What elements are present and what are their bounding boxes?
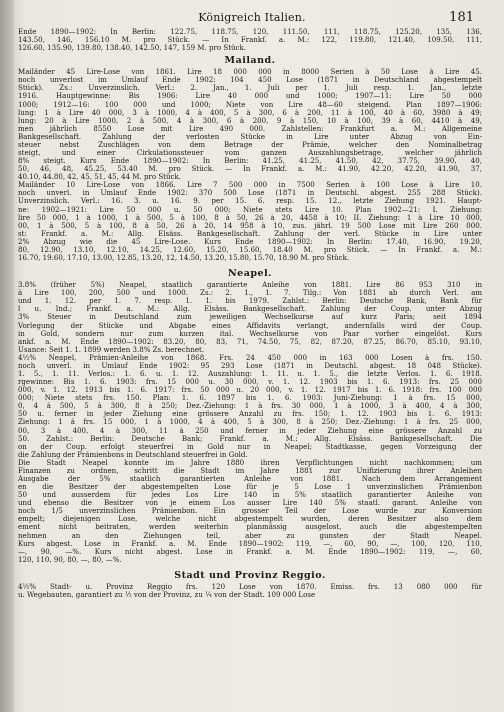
section-title-milano: Mailand. xyxy=(224,55,276,67)
text-line: steuer nebst Zuschlägen von dem Betrage der Prämie, welcher den Nominalbetrag xyxy=(18,140,482,149)
text-line: Bankgesellschaft. Zahlung der verlosten Stücke in Lire unter Abzug von Ein- xyxy=(18,132,482,141)
text-line: —, 90, —%. Kurs nicht abgest. Lose in Frankf. a. M. Ende 1890—1902: 119, —, 60, xyxy=(18,547,482,556)
text-line: Vorlegung der Stücke und Abgabe eines Affidavits verlangt, andernfalls wird der Coup. xyxy=(18,321,482,330)
text-line: Finanzen zu ordnen, schritt die Stadt im Jahre 1881 zur Unifizierung ihrer Anleihen xyxy=(18,466,482,475)
book-spine xyxy=(0,0,14,712)
text-line: 40.10, 44.80, 42, 45, 51, 45, 44 M. pro Stück. xyxy=(18,173,182,182)
text-line: 50, 46, 48, 45.25, 53.40 M. pro Stück. — In Frankf. a. M.: 41.90, 42.20, 42.20, 41.90, 37, xyxy=(18,165,482,174)
text-line: und ebenso die Besitzer von je einem Los ausser Lire 140 5% staatl. garant. Anleihe von xyxy=(18,499,482,508)
page-number: 181 xyxy=(449,10,474,25)
text-line: à Lire 100, 200, 500 und 1000. Zs.: 2. 1., 1. 7. Tilg.: Von 1881 ab durch Verl. am xyxy=(18,289,482,298)
text-line: Unverzinslich. Verl.: 16. 3. u. 16. 9. per 15. 6. resp. 15. 12., letzte Ziehung 1921. Haupt- xyxy=(18,197,482,206)
text-line: empelt; diejenigen Lose, welche nicht abgestempelt wurden, deren Besitzer also dem xyxy=(18,515,482,524)
section-body-napoli xyxy=(18,281,482,564)
text-line: 4½% Neapel, Prämien-Anleihe von 1868. Frs. 24 450 000 in 163 000 Losen à frs. 150. xyxy=(18,353,482,362)
text-line: st: Frankf. a. M.: Allg. Elsäss. Bankgesellschaft. Zahlung der verl. Stücke in Lire unter xyxy=(18,229,482,238)
page-header xyxy=(30,11,474,27)
text-line: 143.50, 146, 156.10 M. pro Stück. — In Frankf. a. M.: 122, 119.80, 121.40, 109.50, 111, xyxy=(18,36,482,45)
text-line: 50 u. ferner in jeder Ziehung eine grössere Anzahl zu frs. 150; 1. 12. 1903 bis 1. 6. 1913: xyxy=(18,410,482,419)
text-line: 00, 3 à 400, 4 à 300, 11 à 250 und ferner in jeder Ziehung eine grössere Anzahl zu xyxy=(18,426,482,435)
text-line: men jährlich 8550 Lose mit Lire 490 000. Zahlstellen: Frankfurt a. M.: Allgemeine xyxy=(18,124,482,133)
top-block xyxy=(18,28,482,52)
text-line: ement nicht beitraten, werden weiterhin planmässig ausgelost, auch die abgestempelten xyxy=(18,523,482,532)
text-line: en die Besitzer der abgestempelten Lose für je 5 Lose 1 unverzinslichen Prämienbon xyxy=(18,483,482,492)
text-line: 8% steigt. Kurs Ende 1890—1902: In Berlin: 41.25, 41.25, 41.50, 42, 37.75, 39.90, 40, xyxy=(18,157,482,166)
text-line: 0, 4 à 500, 5 à 300, 8 à 250; Dez.-Ziehung: 1 à frs. 30 000, 1 à 1000, 3 à 400, 4 à 300, xyxy=(18,402,482,411)
text-line: 16.70, 19.60, 17.10, 13.00, 12.85, 13.20, 12, 14.50, 13.20, 15.80, 15.70, 18.90 M. pro Stück. xyxy=(18,254,350,263)
text-line: 000, v. 1. 12. 1913 bis 1. 6. 1917: frs. 50 000 u. 20 000, v. 1. 12. 1917 bis 1. 6. 1918: frs. 100 000 xyxy=(18,386,482,395)
running-head: Königreich Italien. xyxy=(198,11,306,24)
text-line: Ausgabe der 5% staatlich garantierten Anleihe von 1881. Nach dem Arrangement xyxy=(18,474,482,483)
text-line: noch unverl. in Umlauf Ende 1902: 370 500 Lose (1871 in Deutschl. abgest. 255 288 Stück). xyxy=(18,189,482,198)
text-line: 3% Steuer in Deutschland zum jeweiligen Wechselkurse auf kurz Paris; seit 1894 xyxy=(18,313,482,322)
text-line: 000; Niete stets frs. 150. Plan: 1. 6. 1897 bis 1. 6. 1903: Juni-Ziehung: 1 à frs. 15 000, xyxy=(18,394,482,403)
text-line: in Gold, sondern nur zum kurzen ital. Wechselkurse von Paar vorher eingelöst. Kurs xyxy=(18,329,482,338)
section-body-milano xyxy=(18,68,482,262)
text-line: 50. Zahlst.: Berlin: Deutsche Bank; Frankf. a. M.: Allg. Elsäss. Bankgesellschaft. Die xyxy=(18,434,482,443)
text-line: Die Stadt Neapel konnte im Jahre 1880 ihren Verpflichtungen nicht nachkommen; um xyxy=(18,458,482,467)
text-line: 00, 1 à 500, 5 à 100, 8 à 50, 26 à 20, 14 958 à 10, zus. jährl. 19 500 Lose mit Lire 260 000. xyxy=(18,221,482,230)
text-line: und 1. 12. per 1. 7. resp. 1. 1. bis 1979. Zahlst.: Berlin: Deutsche Bank, Bank für xyxy=(18,297,482,306)
text-line: Mailänder 45 Lire-Lose von 1861. Lire 18 000 000 in 8000 Serien à 50 Lose à Lire 45. xyxy=(18,68,482,77)
text-line: 1. 5., 1. 11. Verlos.: 1. 6. u. 1. 12. Auszahlung: 1. 11. u. 1. 5., die letzte Verlos. 1. 6. 1918. xyxy=(18,369,482,378)
text-line: 1916. Hauptgewinne: Bis 1906: Lire 40 000 und 1000; 1907—11: Lire 50 000 xyxy=(18,92,482,101)
text-line: 2% Abzug wie die 45 Lire-Lose. Kurs Ende 1890—1902: In Berlin: 17.40, 16.90, 19.20, xyxy=(18,237,482,246)
text-line: Ziehung: 1 à frs. 15 000, 1 à 1000, 4 à 400, 5 à 300, 8 à 250; Dez.-Ziehung: 1 à frs. 25 000, xyxy=(18,418,482,427)
text-line: Kurs abgest. Lose in Frankf. a. M. Ende 1890—1902: 119, —, 60, 90, —, 100, 120, 110, xyxy=(18,539,482,548)
text-line: l u. Ind.; Frankf. a. M.: Allg. Elsäss. Bankgesellschaft. Zahlung der Coup. unter Abzug xyxy=(18,305,482,314)
text-line: u. Wegebauten, garantiert zu ½ von der Provinz, zu ¼ von der Stadt. 109 000 Lose xyxy=(18,590,316,599)
text-line: Stück). Zs.: Unverzinslich. Verl.: 2. Jan., 1. Juli per 1. Juli resp. 1. Jan., letzte xyxy=(18,84,482,93)
section-title-reggio: Stadt und Provinz Reggio. xyxy=(174,569,326,581)
text-line: 3.8% (früher 5%) Neapel, staatlich garantierte Anleihe von 1881. Lire 86 953 310 in xyxy=(18,281,482,290)
text-line: 1000; 1912—16: 100 000 und 1000; Niete von Lire 48—60 steigend. Plan 1897—1906: xyxy=(18,100,482,109)
text-line: 80, 12.90, 13.10, 12.10, 14.25, 12.60, 15.20, 15.60, 18.40 M. pro Stück. — In Frankf. a. M.: xyxy=(18,245,482,254)
text-line: noch 1/5 unverzinslichen Prämienbon. Ein grosser Teil der Lose wurde zur Konversion xyxy=(18,507,482,516)
text-line: ankf. a. M. Ende 1890—1902: 83.20, 80, 83, 71, 74.50, 75, 82, 87.20, 87.25, 86.70, 85.10, 93.10, xyxy=(18,337,482,346)
text-line: lung: 20 à Lire 1000, 2 à 500, 4 à 300, 6 à 200, 9 à 150, 10 à 100, 39 à 60, 4410 à 49, xyxy=(18,116,482,125)
text-line: rgewinne: Bis 1. 6. 1903: frs. 15 000 u. 30 000, v. 1. 12. 1903 bis 1. 6. 1913: frs. 25 000 xyxy=(18,378,482,387)
text-line: 4½% Stadt- u. Provinz Reggio frs. 120 Lose von 1870. Emiss. frs. 13 080 000 für xyxy=(18,582,482,591)
text-line: noch unverl. in Umlauf Ende 1902: 95 293 Lose (1871 in Deutschl. abgest. 18 048 Stücke). xyxy=(18,361,482,370)
text-column xyxy=(18,28,482,599)
text-line: 120, 110, 90, 80, —, 80, —%. xyxy=(18,555,122,564)
text-line: on der Coup. erfolgt steuerfrei in Gold nur in Neapel; Stadtkasse, gegen Vorzeigung der xyxy=(18,442,482,451)
text-line: ne: 1902—1921: Lire 50 000 u. 50 000; Niete stets Lire 10. Plan 1902—21: I. Ziehung: xyxy=(18,205,482,214)
section-title-napoli: Neapel. xyxy=(228,268,272,280)
text-line: 126.60, 135.90, 139.80, 138.40, 142.50, 147, 159 M. pro Stück. xyxy=(18,44,247,53)
text-line: Ende 1890—1902: In Berlin: 122.75, 118.75, 120, 111.50, 111, 118.75, 125.20, 135, 136, xyxy=(18,28,482,36)
text-line: noch unverlost im Umlauf Ende 1902: 104 450 Lose (1871 in Deutschland abgestempelt xyxy=(18,76,482,85)
text-line: Usance: Seit 1. 1. 1899 werden 3.8% Zs. berechnet. xyxy=(18,345,205,354)
text-line: die Zahlung der Prämienbons in Deutschland steuerfrei in Gold. xyxy=(18,450,248,459)
text-line: steigt, und einer Cirkulationssteuer vom ganzen Auszahlungsbetrage, welcher jährlich xyxy=(18,149,482,158)
text-line: Mailänder 10 Lire-Lose von 1866. Lire 7 500 000 in 7500 Serien à 100 Lose à Lire 10. xyxy=(18,181,482,190)
text-line: lire 50 000, 1 à 1000, 1 à 500, 5 à 100, 8 à 50, 26 à 20, 4458 à 10; II. Ziehung: 1 à Lire 10 000, xyxy=(18,213,482,222)
text-line: nehmen an den Ziehungen teil, aber zu gunsten der Stadt Neapel. xyxy=(18,531,482,540)
section-body-reggio xyxy=(18,583,482,599)
text-line: 50 und ausserdem für jedes Los Lire 140 in 5% staatlich garantierter Anleihe von xyxy=(18,491,482,500)
text-line: lung: 1 à Lire 40 000, 3 à 1000, 4 à 400, 5 à 300, 6 à 200, 11 à 100, 40 à 60, 3980 à 49; xyxy=(18,108,482,117)
